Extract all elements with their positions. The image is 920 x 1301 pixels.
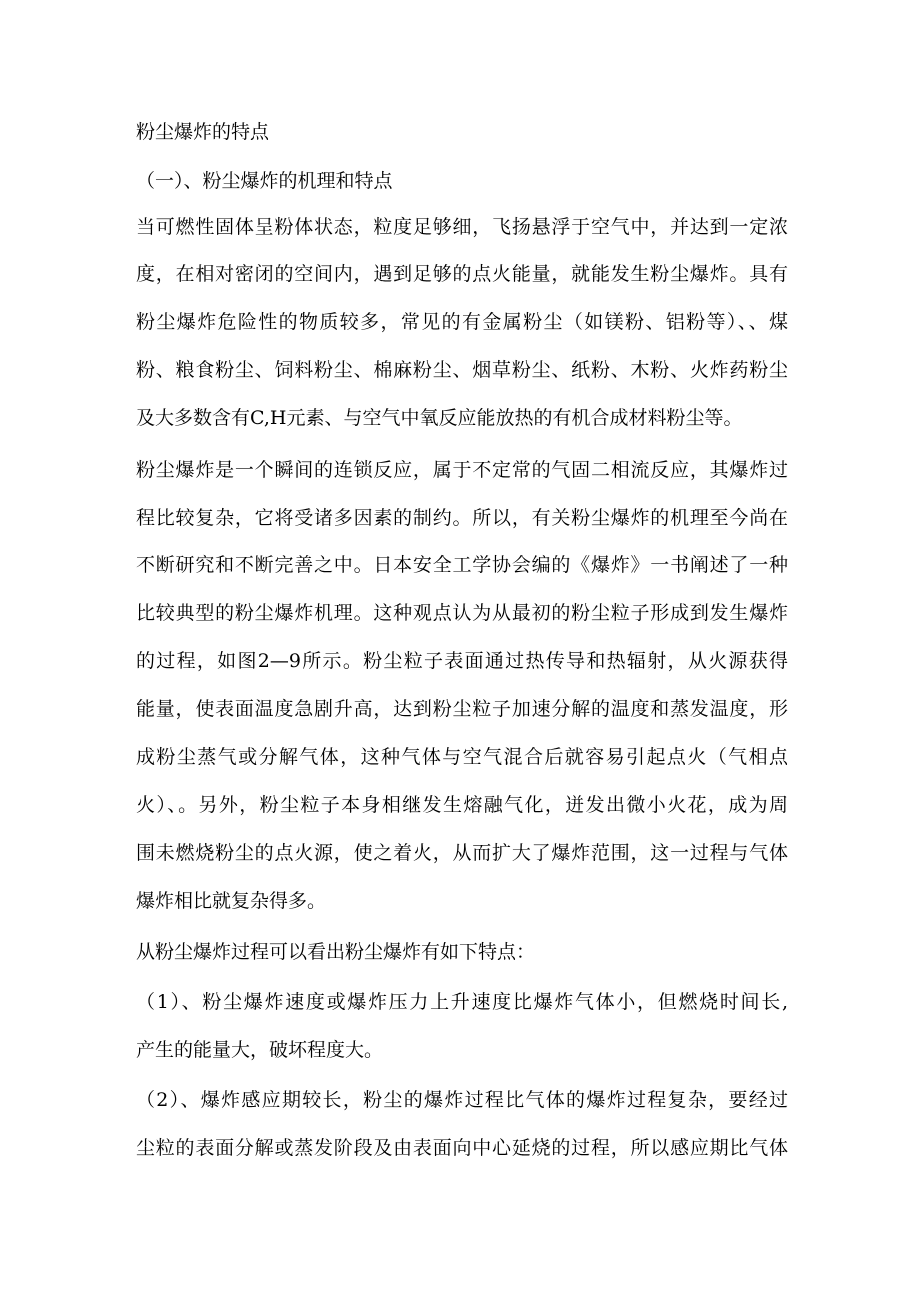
text-line: 比较典型的粉尘爆炸机理。这种观点认为从最初的粉尘粒子形成到发生爆炸 [136,602,788,624]
text-line: 当可燃性固体呈粉体状态，粒度足够细，飞扬悬浮于空气中，并达到一定浓 [136,216,788,238]
text-line: 度，在相对密闭的空间内，遇到足够的点火能量，就能发生粉尘爆炸。具有 [136,263,788,285]
text-line: 粉尘爆炸危险性的物质较多，常见的有金属粉尘（如镁粉、铝粉等）、、煤 [136,311,788,333]
document-title: 粉尘爆炸的特点 [136,121,270,143]
text-line: 粉、粮食粉尘、饲料粉尘、棉麻粉尘、烟草粉尘、纸粉、木粉、火炸药粉尘 [136,359,788,381]
text-line: 成粉尘蒸气或分解气体，这种气体与空气混合后就容易引起点火（气相点 [136,746,788,768]
text-line: 火）、。另外，粉尘粒子本身相继发生熔融气化，迸发出微小火花，成为周 [136,794,788,816]
text-line: 不断研究和不断完善之中。日本安全工学协会编的《爆炸》一书阐述了一种 [136,554,788,576]
text-line: 爆炸相比就复杂得多。 [136,890,327,912]
text-line: 能量，使表面温度急剧升高，达到粉尘粒子加速分解的温度和蒸发温度，形 [136,698,788,720]
text-line: 围未燃烧粉尘的点火源，使之着火，从而扩大了爆炸范围，这一过程与气体 [136,842,788,864]
text-line: 程比较复杂，它将受诸多因素的制约。所以，有关粉尘爆炸的机理至今尚在 [136,507,788,529]
text-line: 粉尘爆炸是一个瞬间的连锁反应，属于不定常的气固二相流反应，其爆炸过 [136,459,788,481]
section-heading: （一）、粉尘爆炸的机理和特点 [136,170,393,192]
text-line: （2）、爆炸感应期较长，粉尘的爆炸过程比气体的爆炸过程复杂，要经过 [136,1089,788,1111]
text-line: 的过程，如图2—9所示。粉尘粒子表面通过热传导和热辐射，从火源获得 [136,650,788,672]
text-line: 从粉尘爆炸过程可以看出粉尘爆炸有如下特点： [136,941,536,963]
text-line: 尘粒的表面分解或蒸发阶段及由表面向中心延烧的过程，所以感应期比气体 [136,1137,788,1159]
text-line: 产生的能量大，破坏程度大。 [136,1039,384,1061]
text-line: 及大多数含有C,H元素、与空气中氧反应能放热的有机合成材料粉尘等。 [136,407,743,429]
text-line: （1）、粉尘爆炸速度或爆炸压力上升速度比爆炸气体小，但燃烧时间长, [136,991,788,1013]
